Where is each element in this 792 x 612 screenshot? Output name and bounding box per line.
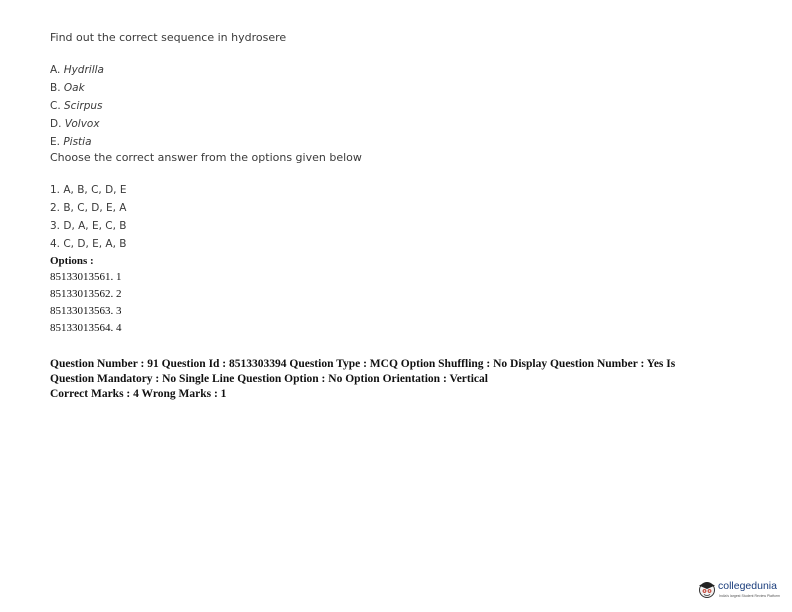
item-name: Scirpus [64, 100, 103, 112]
item-letter: B. [50, 82, 61, 94]
list-item [50, 61, 104, 79]
answer-choice: 1. A, B, C, D, E [50, 184, 127, 196]
answer-choice: 3. D, A, E, C, B [50, 220, 127, 232]
option-id: 85133013563. 3 [50, 305, 122, 317]
list-item [50, 115, 104, 133]
item-name: Pistia [63, 136, 92, 148]
collegedunia-logo [698, 578, 786, 604]
item-letter: C. [50, 100, 61, 112]
item-name: Volvox [64, 118, 100, 130]
answer-choices [50, 181, 127, 253]
answer-choice: 2. B, C, D, E, A [50, 202, 127, 214]
question-metadata [50, 357, 720, 402]
instruction-text: Choose the correct answer from the options given below [50, 151, 362, 164]
item-list [50, 61, 104, 151]
question-text: Find out the correct sequence in hydrosere [50, 31, 287, 44]
graduation-cap-icon [698, 580, 716, 598]
logo-text: collegedunia [718, 580, 777, 592]
answer-choice: 4. C, D, E, A, B [50, 238, 127, 250]
list-item [50, 97, 104, 115]
option-id: 85133013564. 4 [50, 322, 122, 334]
item-name: Hydrilla [63, 64, 104, 76]
metadata-text: Question Number : 91 Question Id : 8513303394 Question Type : MCQ Option Shuffling : No Display Question Number : Yes Is Question Mandatory : No Single Line Question Option : No Option Orientation : Vertical [50, 358, 676, 385]
list-item [50, 133, 104, 151]
marks-text: Correct Marks : 4 Wrong Marks : 1 [50, 388, 227, 400]
options-block [50, 253, 122, 337]
option-id: 85133013562. 2 [50, 288, 122, 300]
item-letter: E. [50, 136, 60, 148]
logo-tagline: India's largest Student Review Platform [719, 594, 780, 598]
list-item [50, 79, 104, 97]
item-letter: D. [50, 118, 62, 130]
item-name: Oak [63, 82, 85, 94]
options-header: Options : [50, 255, 94, 267]
option-id: 85133013561. 1 [50, 271, 122, 283]
item-letter: A. [50, 64, 61, 76]
